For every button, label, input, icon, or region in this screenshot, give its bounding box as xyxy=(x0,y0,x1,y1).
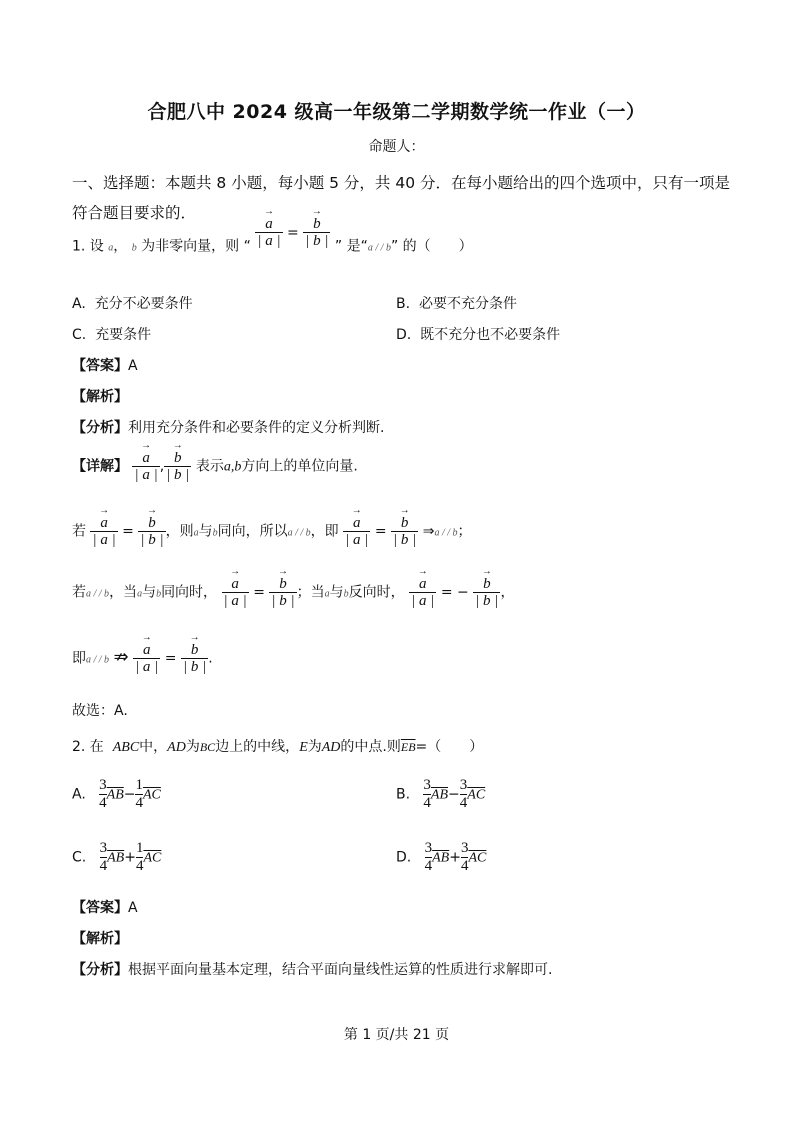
vector-b: b xyxy=(131,242,137,254)
q1-answer: 【答案】A xyxy=(72,358,138,374)
q1-stem: 1. 设 a， b 为非零向量，则 “ → $\frac{a}{| a |}$ = → $\frac{b}{| b |}$ ” 是“a / / b” 的（ ） xyxy=(72,230,473,263)
q1-fenxi: 【分析】利用充分条件和必要条件的定义分析判断. xyxy=(72,420,385,436)
page-title: 合肥八中 2024 级高一年级第二学期数学统一作业（一） xyxy=(147,101,646,123)
q1-xiangjie: 【详解】 → $\frac{a}{| a |}$ , → $\frac{b}{| b |}$ 表示a,b方向上的单位向量. xyxy=(72,450,358,483)
q1-parallel: a / / b xyxy=(367,242,391,254)
author-line: 命题人： xyxy=(368,139,425,155)
q2-answer: 【答案】A xyxy=(72,900,138,916)
q1-detail-line2: 若a / / b，当a与b同向时， → $\frac{a}{| a |}$ = → $\frac{b}{| b |}$ ；当a与b反向时， → $\frac{a}{| a |}$ = − → $\frac{b}{| b |}$ ， xyxy=(72,576,514,609)
q1-option-a: A. 充分不必要条件 xyxy=(72,296,193,312)
q2-stem: 2. 在 ABC中，AD为BC边上的中线，E为AD的中点.则$\overline{EB}=$（ ） xyxy=(72,739,484,755)
page-footer: 第 1 页/共 21 页 xyxy=(343,1027,450,1043)
q1-option-b: B. 必要不充分条件 xyxy=(396,296,517,312)
q2-option-d: D. $\frac{3}{4}$ $\overline{AB}+$ $\frac{3}{4}$ $\overline{AC}$ xyxy=(396,840,487,874)
q2-option-a: A. $\frac{3}{4}$ $\overline{AB}-$ $\frac{1}{4}$ $\overline{AC}$ xyxy=(72,777,161,811)
q1-analysis-tag: 【解析】 xyxy=(72,389,128,405)
q2-analysis-tag: 【解析】 xyxy=(72,931,128,947)
q1-condition-rhs: → $\frac{b}{| b |}$ xyxy=(303,216,330,249)
vector-a: a xyxy=(108,242,114,254)
q2-option-b: B. $\frac{3}{4}$ $\overline{AB}-$ $\frac{3}{4}$ $\overline{AC}$ xyxy=(396,777,486,811)
q1-detail-line1: 若 → $\frac{a}{| a |}$ = → $\frac{b}{| b |}$ ，则a与b同向，所以a / / b，即 → $\frac{a}{| a |}$ = → $\frac{b}{| b |}$ ⇒a / / b； xyxy=(72,515,472,548)
section-heading: 一、选择题：本题共 8 小题，每小题 5 分，共 40 分．在每小题给出的四个选项中，只有一项是符合题目要求的． xyxy=(72,174,731,222)
q1-option-c: C. 充要条件 xyxy=(72,327,152,343)
q1-condition-lhs: → $\frac{a}{| a |}$ xyxy=(255,216,282,249)
q1-option-d: D. 既不充分也不必要条件 xyxy=(396,327,561,343)
q2-option-c: C. $\frac{3}{4}$ $\overline{AB}+$ $\frac{1}{4}$ $\overline{AC}$ xyxy=(72,840,162,874)
q1-conclusion: 故选：A. xyxy=(72,703,128,719)
q2-fenxi: 【分析】根据平面向量基本定理，结合平面向量线性运算的性质进行求解即可. xyxy=(72,962,553,978)
q1-detail-line3: 即a / / b ⇏ → $\frac{a}{| a |}$ = → $\frac{b}{| b |}$ . xyxy=(72,642,213,675)
